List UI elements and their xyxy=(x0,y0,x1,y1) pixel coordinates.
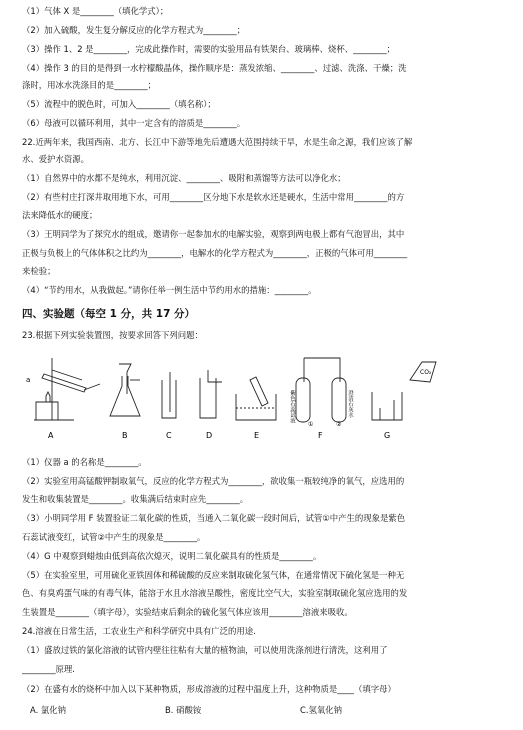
q23-line: 色、有臭鸡蛋气味的有毒气体，能溶于水且水溶液呈酸性，密度比空气大，实验室制取硫化氢应选用的发 xyxy=(22,588,408,598)
label-f-left: 紫色石蕊试液 xyxy=(289,390,295,423)
text-line: 水、爱护水资源。 xyxy=(22,154,89,164)
label-C: C xyxy=(166,431,172,440)
label-E: E xyxy=(254,431,260,440)
text-line: 来检验； xyxy=(22,266,56,276)
text-line: 22.近两年来，我国西南、北方、长江中下游等地先后遭遇大范围持续干旱，水是生命之源，我们应该了解 xyxy=(22,137,413,147)
q23-line: 石蕊试液变红，试管②中产生的现象是________。 xyxy=(22,532,206,542)
text-line: 法来降低水的硬度； xyxy=(22,210,98,220)
q23-line: （1）仪器 a 的名称是________。 xyxy=(22,457,147,467)
q23-line: （4）G 中观察到蜡烛由低到高依次熄灭，说明二氧化碳具有的性质是________。 xyxy=(22,551,322,561)
label-F: F xyxy=(318,431,323,440)
bottle-e xyxy=(250,377,268,406)
q23-line: （5）在实验室里，可用硫化亚铁固体和稀硫酸的反应来制取硫化氢气体，在通常情况下硫化氢是一种无 xyxy=(22,570,405,580)
text-line: （2）加入硫酸，发生复分解反应的化学方程式为________； xyxy=(22,25,246,35)
beaker-g xyxy=(372,392,402,420)
text-line: （4）操作 3 的目的是得到一水柠檬酸晶体，操作顺序是：蒸发浓缩、________、过滤、洗涤、干燥；洗 xyxy=(22,63,407,73)
text-line: （1）自然界中的水都不是纯水，利用沉淀、________、吸附和蒸馏等方法可以净化水； xyxy=(22,173,346,183)
question-23-intro: 23.根据下列实验装置图，按要求回答下列问题： xyxy=(22,330,203,340)
delivery-tube-a xyxy=(84,384,100,390)
connect-tube-f xyxy=(304,358,340,382)
label-f-mark1: ① xyxy=(308,421,314,428)
label-f-mark2: ② xyxy=(336,421,342,428)
bottle-d xyxy=(200,378,216,418)
bottle-c xyxy=(162,380,176,418)
q24-line: 24.溶液在日常生活，工农业生产和科学研究中具有广泛的用途. xyxy=(22,626,256,636)
q23-line: （3）小明同学用 F 装置验证二氧化碳的性质，当通入二氧化碳一段时间后，试管①中产生的现象是紫色 xyxy=(22,513,406,523)
q23-line: 发生和收集装置是________。收集满后结束时应先________。 xyxy=(22,494,249,504)
tube-d xyxy=(208,370,222,382)
flame-a xyxy=(46,392,50,402)
apparatus-figure xyxy=(22,350,502,442)
text-line: （5）流程中的脱色时，可加入________（填名称）； xyxy=(22,99,216,109)
text-line: （2）有些村庄打深井取用地下水，可用________区分地下水是软水还是硬水，生活中常用________的方 xyxy=(22,192,405,202)
q24-line: （1）盛放过铁的氯化溶液的试管内壁往往粘有大量的植物油，可以使用洗涤剂进行清洗，这利用了 xyxy=(22,645,388,655)
text-line: （1）气体 X 是________（填化学式）； xyxy=(22,6,169,16)
text-line: （3）操作 1、2 是________，完成此操作时，需要的实验用品有铁架台、玻璃棒、烧杯、________； xyxy=(22,44,396,54)
test-tube-f2 xyxy=(332,378,346,422)
trough-e xyxy=(236,394,276,420)
q23-line: 生装置是________（填字母），实验结束后剩余的硫化氢气体应该用________溶液来吸收。 xyxy=(22,607,353,617)
q24-line: ________原理. xyxy=(22,664,75,674)
option-a: A. 氯化钠 xyxy=(30,705,67,715)
q23-line: （2）实验室用高锰酸钾制取氧气，反应的化学方程式为________，欲收集一瓶较纯净的氧气，应选用的 xyxy=(22,476,405,486)
label-instrument-a: a xyxy=(26,376,31,384)
text-line: （3）王明同学为了探究水的组成，邀请你一起参加水的电解实验，观察到两电极上都有气泡冒出，其中 xyxy=(22,229,405,239)
label-B: B xyxy=(122,431,128,440)
label-g-gas: CO₂ xyxy=(420,369,432,376)
label-A: A xyxy=(48,431,54,440)
label-f-right: 澄清石灰水 xyxy=(347,390,353,418)
text-line: 正极与负极上的气体体积之比约为________，电解水的化学方程式为________，正极的气体可用________ xyxy=(22,248,408,258)
test-tube-a xyxy=(42,374,86,392)
lamp-a xyxy=(36,402,58,420)
text-line: （6）母液可以循环利用，其中一定含有的溶质是________。 xyxy=(22,118,246,128)
test-tube-f1 xyxy=(296,378,310,422)
text-line: （4）“节约用水，从我做起。”请你任举一例生活中节约用水的措施：________。 xyxy=(22,285,317,295)
option-c: C.氢氧化钠 xyxy=(300,705,343,715)
section-title: 四、实验题（每空 1 分，共 17 分） xyxy=(22,308,196,320)
label-D: D xyxy=(206,431,213,440)
text-line: 涤时，用冰水洗涤目的是________； xyxy=(22,80,156,90)
q24-line: （2）在盛有水的烧杯中加入以下某种物质，形成溶液的过程中温度上升，这种物质是____（填字母） xyxy=(22,684,396,694)
option-b: B. 硝酸铵 xyxy=(165,705,202,715)
label-G: G xyxy=(384,431,391,440)
flask-b xyxy=(110,376,140,416)
